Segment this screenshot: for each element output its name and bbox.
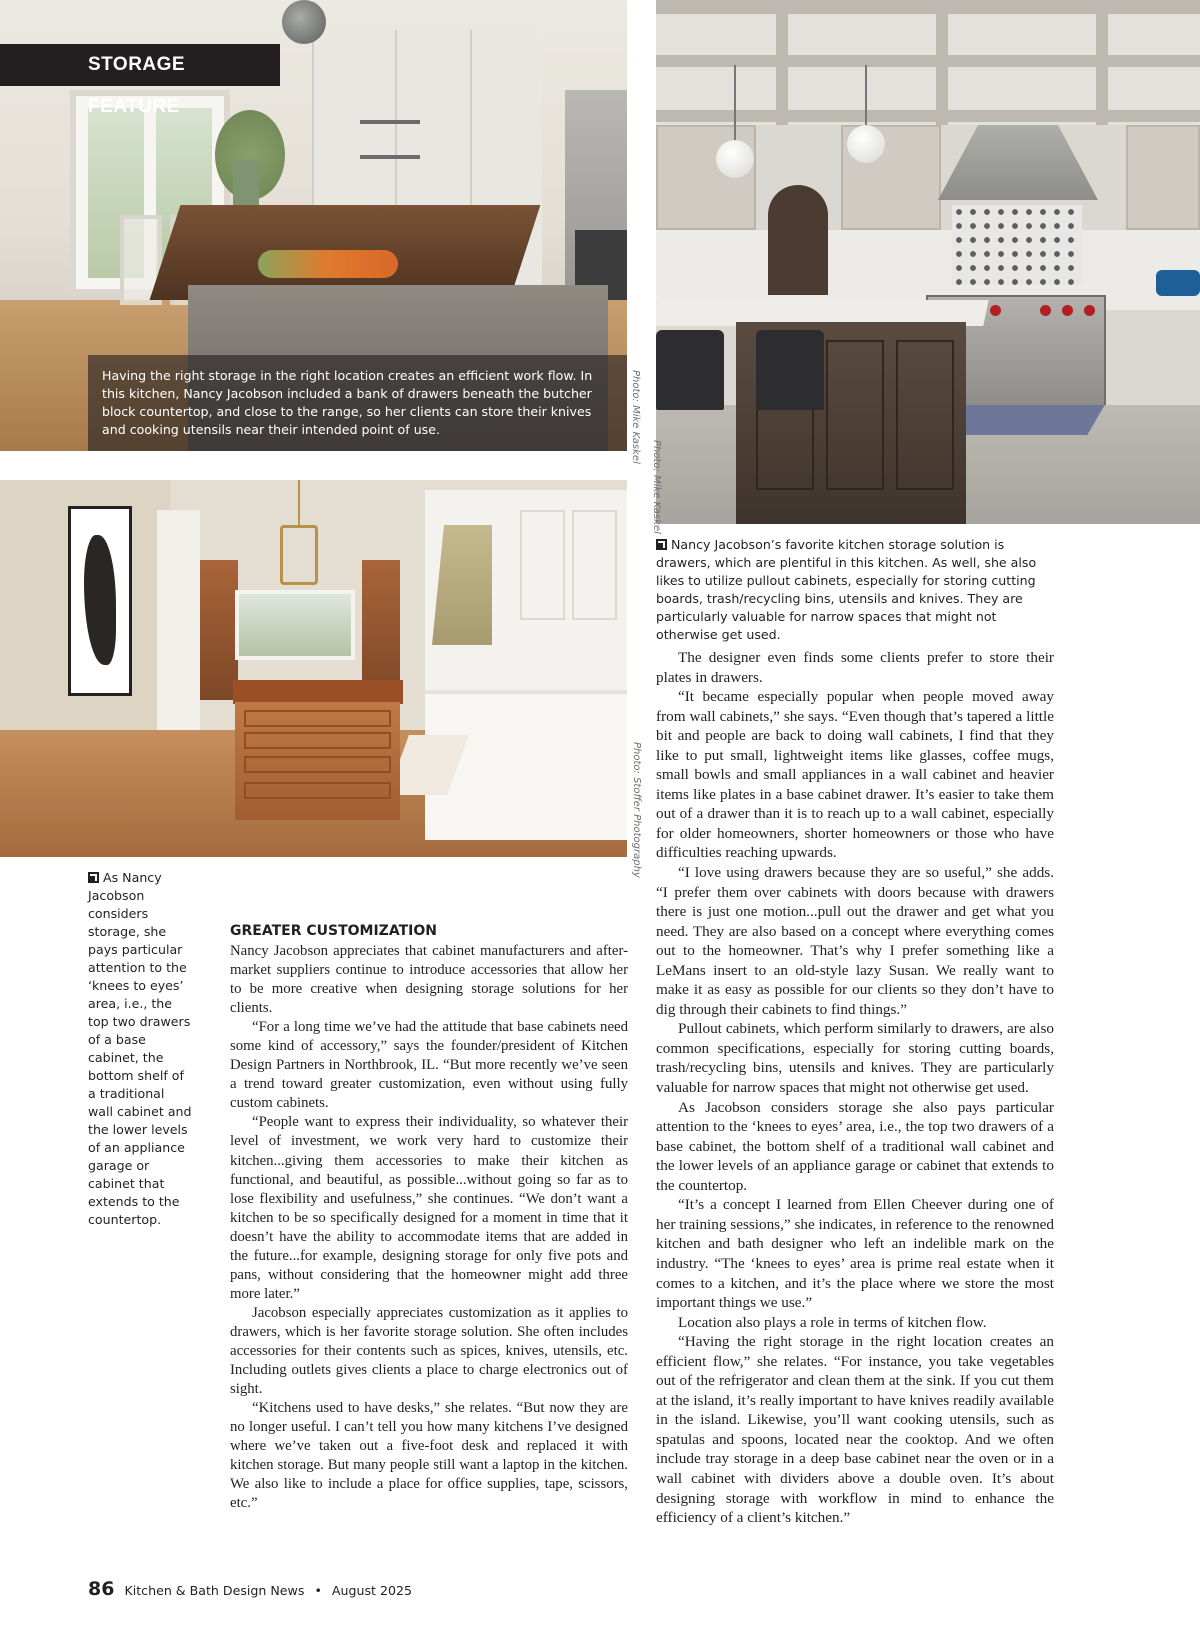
arrow-up-right-icon [88,872,99,883]
upper-cabinet [1126,125,1200,230]
pendant-cord [734,65,736,145]
range-knob [1084,305,1095,316]
photo-kitchen-walnut-island [0,480,627,857]
caption-text: Nancy Jacobson’s favorite kitchen storage solution is drawers, which are plentiful in this kitchen. As well, she also likes to utilize pullout cabinets, especially for storing cutting boards, trash/recycling bins, utensils and knives. They are particularly valuable for narrow spaces that might not otherwise get used. [656,537,1037,642]
photo-caption-top-right [656,536,1051,644]
open-shelf [360,120,420,124]
paragraph: The designer even finds some clients prefer to store their plates in drawers. [656,649,1054,686]
range-knob [1040,305,1051,316]
island-drawer [244,710,391,727]
photo-caption-top-left: Having the right storage in the right location creates an efficient work flow. In this kitchen, Nancy Jacobson included a bank of drawers beneath the butcher block countertop, and close to the range, so her clients can store their knives and cooking utensils near their intended point of use. [102,368,593,437]
paragraph: “Kitchens used to have desks,” she relates. “But now they are no longer useful. I can’t tell you how many kitchens I’ve designed where we’ve taken out a five-foot desk and replaced it with kitchen storage. But many people still want a laptop in the kitchen. We also like to include a place for office supplies, tape, scissors, etc.” [230,1400,628,1512]
ceiling-beam [656,110,1200,122]
section-heading: GREATER CUSTOMIZATION [230,923,437,939]
vegetables [258,250,398,278]
article-column-right [656,648,1054,1528]
butcher-block-countertop [233,680,403,704]
wood-tall-cabinet [362,560,400,700]
page-footer [88,1578,412,1600]
ceiling-beam [936,0,948,125]
cabinet-door [572,510,617,620]
island-panel [826,340,884,490]
photo-caption-middle-left [88,869,192,1229]
ceiling-beam [776,0,788,125]
ceiling-beam [656,0,1200,14]
ceiling-beam [656,55,1200,67]
rug [947,405,1104,435]
paragraph: “It’s a concept I learned from Ellen Cheever during one of her training sessions,” she indicates, in reference to the renowned kitchen and bath designer who left an indelible mark on the industry. “The ‘knees to eyes’ area is prime real estate when it comes to a kitchen, and it’s the place where we store the most important things we use.” [656,1196,1054,1312]
lantern-pendant [280,525,318,585]
range-hood [938,125,1098,200]
photo-caption-overlay [88,355,627,451]
paragraph: “I love using drawers because they are so useful,” she adds. “I prefer them over cabinets with doors because with drawers there is just one motion...pull out the drawer and get what you need. They are also based on a concept where everything comes out to the homeowner. That’s why I prefer something like a LeMans insert to an old-style lazy Susan. We really want to make it as easy as possible for our clients so they don’t have to dig through their cabinets to find things.” [656,864,1054,1018]
photo-kitchen-dark-island [656,0,1200,524]
island-panel [896,340,954,490]
cabinet-door [520,510,565,620]
article-column-left [230,942,628,1513]
paragraph: Location also plays a role in terms of kitchen flow. [678,1313,987,1331]
pendant-cord [865,65,867,130]
paragraph: Pullout cabinets, which perform similarly to drawers, are also common specifications, especially for storing cutting boards, trash/recycling bins, utensils and knives. They are particularly valuable for narrow spaces that might not otherwise get used. [656,1020,1054,1097]
paragraph: Nancy Jacobson appreciates that cabinet manufacturers and after-market suppliers continue to introduce accessories that allow her to be more creative when designing storage solutions for her clients. [230,943,628,1017]
open-shelf [360,155,420,159]
section-tag: STORAGE FEATURE [0,44,280,86]
page-number: 86 [88,1578,115,1600]
range-knob [1062,305,1073,316]
island-drawer [244,756,391,773]
hexagon-tile-backsplash [952,205,1082,285]
caption-text: As Nancy Jacobson considers storage, she pays particular attention to the ‘knees to eyes’ area, i.e., the top two drawers of a base cabinet, the bottom shelf of a traditional wall cabinet and the lower levels of an appliance garage or cabinet that extends to the countertop. [88,870,192,1227]
arrow-up-right-icon [656,539,667,550]
pendant-light [282,0,326,44]
range-knob [990,305,1001,316]
dutch-oven [1156,270,1200,296]
publication-name: Kitchen & Bath Design News [124,1583,305,1598]
island-drawer [244,782,391,799]
paragraph: As Jacobson considers storage she also pays particular attention to the ‘knees to eyes’ area, i.e., the top two drawers of a base cabinet, the bottom shelf of a traditional wall cabinet and the lower levels of an appliance garage or cabinet that extends to the countertop. [656,1098,1054,1194]
paragraph: “For a long time we’ve had the attitude that base cabinets need some kind of accessory,” says the founder/president of Kitchen Design Partners in Northbrook, IL. “But more recently we’ve seen a trend toward greater customization, even without using fully custom cabinets. [230,1019,628,1112]
paragraph: Jacobson especially appreciates customization as it applies to drawers, which is her favorite storage solution. She often includes accessories for their contents such as spices, knives, utensils, etc. Including outlets gives clients a place to charge electronics out of sight. [230,1304,628,1398]
globe-pendant-light [847,125,885,163]
wood-tall-cabinet [200,560,238,700]
lantern-chain [298,480,300,525]
footer-separator: • [314,1583,322,1598]
paragraph: “People want to express their individuality, so whatever their level of investment, we work very hard to customize their kitchen...giving them accessories to make their kitchen as functional, and beautiful, as possible...without going so far as to lose flexibility and usefulness,” she continues. “We don’t want a kitchen to be so specifically designed for a moment in time that it doesn’t have the ability to accommodate items that are added in the future...for example, designing storage for only five pots and pans, without considering that the homeowner might add three more later.” [230,1114,628,1302]
paragraph: “Having the right storage in the right location creates an efficient flow,” she relates. “For instance, you take vegetables out of the refrigerator and clean them at the sink. If you cut them at the island, it’s really important to have knives readily available in the island. Likewise, you’ll want cooking utensils, such as spatulas and spoons, located near the cooktop. And we often include tray storage in a deep base cabinet near the oven or in a wall cabinet with dividers above a double oven. It’s about designing storage with workflow in mind to enhance the efficiency of a client’s kitchen.” [656,1333,1054,1527]
photo-credit-top-left: Photo: Mike Kaskel [630,370,641,464]
paragraph: “It became especially popular when people moved away from wall cabinets,” she says. “Even though that’s tapered a little bit and people are back to doing wall cabinets, I find that they like to put small, lightweight items like glasses, coffee mugs, small bowls and small appliances in a wall cabinet and heavier items like plates in a base cabinet drawer. It’s easier to take them out of a drawer than it is to reach up to a wall cabinet, especially for older homeowners, shorter homeowners or those who have difficulties reaching upwards. [656,688,1054,862]
bar-stool [656,330,724,410]
island-drawer [244,732,391,749]
photo-credit-top-right: Photo: Mike Kaskel [651,440,662,534]
kitchen-window [235,590,355,660]
arched-doorway [768,185,828,295]
issue-date: August 2025 [331,1583,413,1598]
bar-stool [756,330,824,410]
photo-credit-middle-left: Photo: Stoffer Photography [631,742,642,878]
globe-pendant-light [716,140,754,178]
ceiling-beam [1096,0,1108,125]
